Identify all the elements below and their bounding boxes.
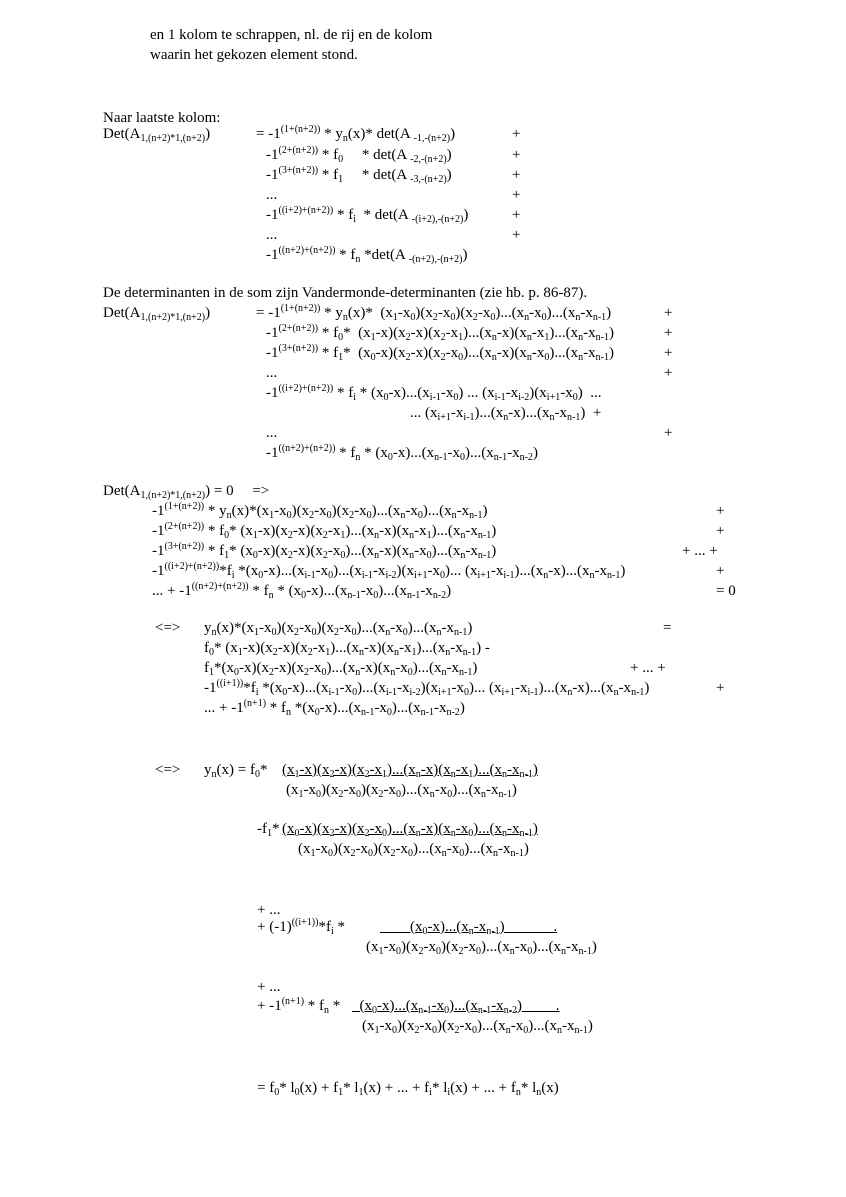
section2-row-5: $-1^{((i+2)+(n+2))} * f_i * (x_0-x)...(x_{i-1}-x_0)$ ... $(x_{i-1}-x_{i-2})(x_{i+1}-x_0)$ ... (266, 383, 602, 403)
section4-equiv: <=> (155, 620, 181, 636)
fraction-2-denominator: $(x_1-x_0)(x_2-x_0)(x_2-x_0)...(x_n-x_0)...(x_n-x_{n-1})$ (298, 841, 529, 859)
plus: + (716, 563, 725, 579)
fraction-3-denominator: $(x_1-x_0)(x_2-x_0)(x_2-x_0)...(x_n-x_0)...(x_n-x_{n-1})$ (366, 939, 597, 957)
dots: + ... (257, 902, 281, 918)
plus: + (716, 680, 725, 696)
fraction-4-denominator: $(x_1-x_0)(x_2-x_0)(x_2-x_0)...(x_n-x_0)...(x_n-x_{n-1})$ (362, 1018, 593, 1036)
plus: + (512, 147, 521, 163)
section4-row-2: $f_0*$ $(x_1-x)(x_2-x)(x_2-x_1)...(x_n-x)(x_n-x_1)...(x_n-x_{n-1})$ - (204, 640, 490, 658)
section4-row-1: $y_n(x)*(x_1-x_0)(x_2-x_0)(x_2-x_0)...(x_n-x_0)...(x_n-x_{n-1})$ (204, 620, 473, 638)
section1-row-5: $-1^{((i+2)+(n+2))} * f_i * \det(A$ $_{-(i+2),-(n+2)}$) (266, 205, 469, 225)
section1-heading: Naar laatste kolom: (103, 110, 221, 126)
equals: = (663, 620, 672, 636)
section3-row-2: $-1^{(2+(n+2))} * f_0*$ $(x_1-x)(x_2-x)(x_2-x_1)...(x_n-x)(x_n-x_1)...(x_n-x_{n-1})$ (152, 521, 497, 541)
section4-row-4: $-1^{((i+1))}*f_i$ $*(x_0-x)...(x_{i-1}-x_0)...(x_{i-1}-x_{i-2})(x_{i+1}-x_0)$... $(x_{i+1}-x_{i-1})...(x_n-x)...(x_n-x_{n-1})$ (204, 678, 650, 698)
section3-row-5: ... + $-1^{((n+2)+(n+2))} * f_n * (x_0-x)...(x_{n-1}-x_0)...(x_{n-1}-x_{n-2})$ (152, 581, 452, 601)
fraction-4-numerator: $(x_0-x)...(x_{n-1}-x_0)...(x_{n-1}-x_{n-2})$ . (352, 998, 560, 1016)
fraction-1-denominator: $(x_1-x_0)(x_2-x_0)(x_2-x_0)...(x_n-x_0)...(x_n-x_{n-1})$ (286, 782, 517, 800)
section2-heading: De determinanten in de som zijn Vandermonde-determinanten (zie hb. p. 86-87). (103, 285, 588, 301)
plus: + (664, 325, 673, 341)
section2-row-8: $-1^{((n+2)+(n+2))} * f_n * (x_0-x)...(x_{n-1}-x_0)...(x_{n-1}-x_{n-2})$ (266, 443, 538, 463)
section1-det-label: $Det(A_{1,(n+2)*1,(n+2)})$ (103, 126, 211, 144)
plus: + (664, 425, 673, 441)
final-line: = $f_0*$ $l_0(x) + f_1*$ $l_1(x)$ + ... + $f_i*$ $l_i(x)$ + ... + $f_n*$ $l_n(x)$ (257, 1080, 559, 1098)
section1-row-3: $-1^{(3+(n+2))} * f_1$ * det(A $_{-3,-(n+2)}$) (266, 165, 452, 185)
plus: + (664, 305, 673, 321)
intro-line-2: waarin het gekozen element stond. (150, 47, 358, 63)
plus: + (512, 227, 521, 243)
section2-row-6: ... $(x_{i+1}-x_{i-1})...(x_n-x)...(x_n-x_{n-1})$ + (410, 405, 602, 423)
fraction-3-prefix: + $(-1)^{((i+1))}*f_i$ * (257, 917, 345, 937)
plus: + (512, 167, 521, 183)
section1-row-1: = $-1^{(1+(n+2))} * y_n(x)*$ det(A $_{-1,-(n+2)}$) (256, 124, 456, 144)
fraction-2-prefix: $-f_1*$ (257, 821, 280, 839)
plus: + (512, 126, 521, 142)
equals-zero: = 0 (716, 583, 736, 599)
plus: + (716, 503, 725, 519)
section4-row-3: $f_1*(x_0-x)(x_2-x)(x_2-x_0)...(x_n-x)(x_n-x_0)...(x_n-x_{n-1})$ (204, 660, 478, 678)
section1-row-6: ... (266, 227, 278, 243)
section3-det-label: $Det(A_{1,(n+2)*1,(n+2)}) = 0$ => (103, 483, 270, 501)
fraction-1-numerator: $(x_1-x)(x_2-x)(x_2-x_1)...(x_n-x)(x_n-x_1)...(x_n-x_{n-1})$ (282, 762, 538, 780)
section2-row-1: = $-1^{(1+(n+2))} * y_n(x)*$ $(x_1-x_0)(x_2-x_0)(x_2-x_0)...(x_n-x_0)...(x_n-x_{n-1})$ (256, 303, 612, 323)
plus: + (664, 345, 673, 361)
section2-row-2: $-1^{(2+(n+2))} * f_0*$ $(x_1-x)(x_2-x)(x_2-x_1)...(x_n-x)(x_n-x_1)...(x_n-x_{n-1})$ (266, 323, 614, 343)
section2-det-label: $Det(A_{1,(n+2)*1,(n+2)})$ (103, 305, 211, 323)
section3-row-4: $-1^{((i+2)+(n+2))}*f_i$ $*(x_0-x)...(x_{i-1}-x_0)...(x_{i-1}-x_{i-2})(x_{i+1}-x_0)$... $(x_{i+1}-x_{i-1})...(x_n-x)...(x_n-x_{n-1})$ (152, 561, 626, 581)
section3-row-1: $-1^{(1+(n+2))} * y_n(x)*(x_1-x_0)(x_2-x_0)(x_2-x_0)...(x_n-x_0)...(x_n-x_{n-1})$ (152, 501, 488, 521)
fraction-3-numerator: $(x_0-x)...(x_n-x_{n-1})$ . (380, 919, 558, 937)
fraction-4-prefix: + $-1^{(n+1)} * f_n$ * (257, 996, 341, 1016)
plus: + (716, 523, 725, 539)
plus: + ... + (682, 543, 718, 559)
plus: + (664, 365, 673, 381)
plus: + (512, 187, 521, 203)
intro-line-1: en 1 kolom te schrappen, nl. de rij en de kolom (150, 27, 433, 43)
section3-row-3: $-1^{(3+(n+2))} * f_1*$ $(x_0-x)(x_2-x)(x_2-x_0)...(x_n-x)(x_n-x_0)...(x_n-x_{n-1})$ (152, 541, 497, 561)
section4-row-5: ... + $-1^{(n+1)} * f_n$ $*(x_0-x)...(x_{n-1}-x_0)...(x_{n-1}-x_{n-2})$ (204, 698, 465, 718)
section2-row-4: ... (266, 365, 278, 381)
dots: + ... (257, 979, 281, 995)
section1-row-2: $-1^{(2+(n+2))} * f_0$ * det(A $_{-2,-(n+2)}$) (266, 145, 452, 165)
plus: + (512, 207, 521, 223)
section5-equiv: <=> (155, 762, 181, 778)
section2-row-7: ... (266, 425, 278, 441)
plus: + ... + (630, 660, 666, 676)
fraction-2-numerator: $(x_0-x)(x_2-x)(x_2-x_0)...(x_n-x)(x_n-x_0)...(x_n-x_{n-1})$ (282, 821, 538, 839)
section5-lhs: $y_n(x) = f_0*$ (204, 762, 268, 780)
section1-row-7: $-1^{((n+2)+(n+2))} * f_n$ *det(A $_{-(n+2),-(n+2)}$) (266, 245, 468, 265)
section2-row-3: $-1^{(3+(n+2))} * f_1*$ $(x_0-x)(x_2-x)(x_2-x_0)...(x_n-x)(x_n-x_0)...(x_n-x_{n-1})$ (266, 343, 614, 363)
section1-row-4: ... (266, 187, 278, 203)
